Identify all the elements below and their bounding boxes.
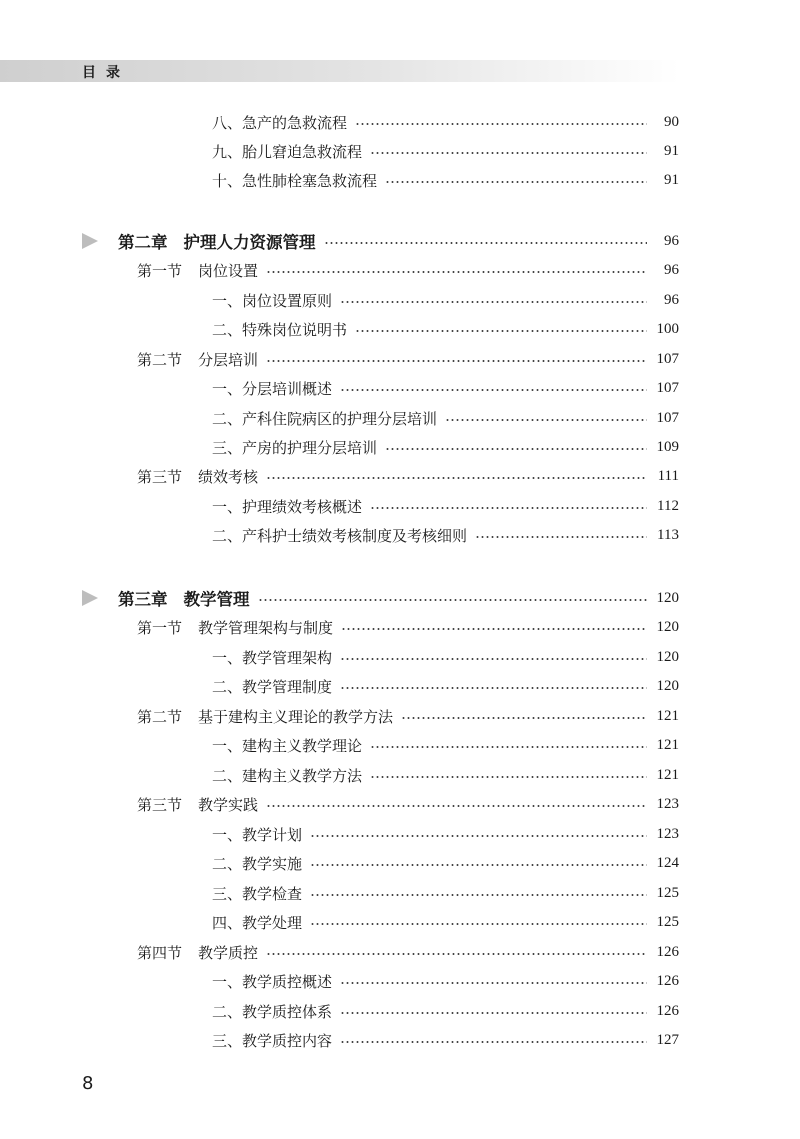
dot-leader bbox=[355, 330, 647, 332]
toc-section bbox=[137, 347, 679, 371]
toc-section bbox=[137, 464, 679, 488]
toc-title: 一、岗位设置原则 bbox=[212, 291, 333, 310]
toc-title: 二、教学质控体系 bbox=[212, 1002, 333, 1021]
dot-leader bbox=[266, 271, 647, 273]
toc-title: 分层培训 bbox=[198, 350, 259, 369]
toc-page-number: 100 bbox=[656, 320, 679, 337]
toc-title: 一、教学质控概述 bbox=[212, 972, 333, 991]
toc-item bbox=[212, 288, 679, 312]
toc-title: 一、分层培训概述 bbox=[212, 379, 333, 398]
dot-leader bbox=[340, 982, 647, 984]
toc-title: 二、教学管理制度 bbox=[212, 677, 333, 696]
toc-item bbox=[212, 139, 679, 163]
toc-page-number: 96 bbox=[664, 291, 679, 308]
toc-page-number: 112 bbox=[657, 497, 679, 514]
dot-leader bbox=[370, 776, 647, 778]
toc-page-number: 124 bbox=[656, 854, 679, 871]
dot-leader bbox=[370, 746, 647, 748]
toc-item bbox=[212, 435, 679, 459]
toc-page-number: 90 bbox=[664, 113, 679, 130]
toc-chapter bbox=[118, 586, 679, 610]
toc-title: 教学实践 bbox=[198, 795, 259, 814]
toc-number: 第四节 bbox=[137, 943, 183, 962]
toc-item bbox=[212, 494, 679, 518]
toc-title: 二、建构主义教学方法 bbox=[212, 766, 363, 785]
toc-chapter bbox=[118, 229, 679, 253]
toc-title: 二、特殊岗位说明书 bbox=[212, 320, 348, 339]
dot-leader bbox=[266, 360, 647, 362]
toc-page-number: 107 bbox=[656, 350, 679, 367]
toc-title: 一、建构主义教学理论 bbox=[212, 736, 363, 755]
toc-number: 第一节 bbox=[137, 618, 183, 637]
toc-number: 第二节 bbox=[137, 350, 183, 369]
page-number: 8 bbox=[82, 1073, 94, 1094]
toc-page-number: 107 bbox=[656, 379, 679, 396]
toc-item bbox=[212, 317, 679, 341]
dot-leader bbox=[370, 507, 647, 509]
dot-leader bbox=[266, 477, 647, 479]
toc-item bbox=[212, 851, 679, 875]
toc-section bbox=[137, 615, 679, 639]
dot-leader bbox=[385, 448, 647, 450]
toc-item bbox=[212, 733, 679, 757]
chapter-marker-icon bbox=[82, 590, 98, 606]
toc-title: 护理人力资源管理 bbox=[183, 233, 316, 252]
dot-leader bbox=[258, 599, 648, 601]
toc-page-number: 127 bbox=[656, 1031, 679, 1048]
page-header-title: 目录 bbox=[82, 65, 130, 81]
toc-item bbox=[212, 881, 679, 905]
toc-number: 第三章 bbox=[118, 590, 168, 609]
toc-title: 教学质控 bbox=[198, 943, 259, 962]
dot-leader bbox=[310, 835, 647, 837]
toc-title: 二、产科住院病区的护理分层培训 bbox=[212, 409, 438, 428]
dot-leader bbox=[266, 805, 647, 807]
toc-title: 九、胎儿窘迫急救流程 bbox=[212, 142, 363, 161]
toc-page-number: 123 bbox=[656, 825, 679, 842]
toc-title: 教学管理 bbox=[183, 590, 250, 609]
toc-title: 岗位设置 bbox=[198, 261, 259, 280]
toc-page-number: 125 bbox=[656, 913, 679, 930]
dot-leader bbox=[340, 389, 647, 391]
toc-item bbox=[212, 168, 679, 192]
dot-leader bbox=[340, 1012, 647, 1014]
toc-title: 三、产房的护理分层培训 bbox=[212, 438, 378, 457]
toc-title: 八、急产的急救流程 bbox=[212, 113, 348, 132]
toc-page-number: 91 bbox=[664, 171, 679, 188]
toc-item bbox=[212, 523, 679, 547]
toc-page-number: 123 bbox=[656, 795, 679, 812]
dot-leader bbox=[370, 152, 647, 154]
toc-page-number: 91 bbox=[664, 142, 679, 159]
toc-item bbox=[212, 1028, 679, 1052]
toc-item bbox=[212, 822, 679, 846]
toc-title: 二、产科护士绩效考核制度及考核细则 bbox=[212, 526, 468, 545]
toc-item bbox=[212, 110, 679, 134]
toc-number: 第三节 bbox=[137, 467, 183, 486]
toc-page-number: 125 bbox=[656, 884, 679, 901]
toc-page-number: 126 bbox=[656, 1002, 679, 1019]
toc-title: 一、教学计划 bbox=[212, 825, 303, 844]
dot-leader bbox=[340, 658, 647, 660]
dot-leader bbox=[266, 953, 647, 955]
toc-title: 三、教学检查 bbox=[212, 884, 303, 903]
toc-page-number: 96 bbox=[664, 261, 679, 278]
toc-section bbox=[137, 940, 679, 964]
toc-title: 十、急性肺栓塞急救流程 bbox=[212, 171, 378, 190]
toc-page-number: 121 bbox=[656, 766, 679, 783]
toc-number: 第二章 bbox=[118, 233, 168, 252]
dot-leader bbox=[310, 894, 647, 896]
dot-leader bbox=[401, 717, 647, 719]
dot-leader bbox=[324, 242, 648, 244]
dot-leader bbox=[341, 628, 647, 630]
toc-item bbox=[212, 376, 679, 400]
toc-title: 三、教学质控内容 bbox=[212, 1031, 333, 1050]
toc-page-number: 113 bbox=[657, 526, 679, 543]
toc-page-number: 126 bbox=[656, 972, 679, 989]
toc-page-number: 120 bbox=[656, 618, 679, 635]
toc-number: 第一节 bbox=[137, 261, 183, 280]
dot-leader bbox=[310, 864, 647, 866]
toc-page-number: 109 bbox=[656, 438, 679, 455]
toc-page-number: 120 bbox=[656, 677, 679, 694]
dot-leader bbox=[355, 123, 647, 125]
toc-page-number: 120 bbox=[656, 648, 679, 665]
toc-page-number: 121 bbox=[656, 736, 679, 753]
toc-item bbox=[212, 910, 679, 934]
toc-title: 二、教学实施 bbox=[212, 854, 303, 873]
dot-leader bbox=[310, 923, 647, 925]
dot-leader bbox=[340, 687, 647, 689]
dot-leader bbox=[385, 181, 647, 183]
toc-page-number: 126 bbox=[656, 943, 679, 960]
chapter-marker-icon bbox=[82, 233, 98, 249]
toc-page-number: 96 bbox=[664, 232, 679, 249]
toc-number: 第二节 bbox=[137, 707, 183, 726]
toc-item bbox=[212, 999, 679, 1023]
toc-number: 第三节 bbox=[137, 795, 183, 814]
toc-section bbox=[137, 792, 679, 816]
toc-item bbox=[212, 763, 679, 787]
dot-leader bbox=[340, 301, 647, 303]
toc-page-number: 120 bbox=[656, 589, 679, 606]
dot-leader bbox=[445, 419, 647, 421]
toc-title: 四、教学处理 bbox=[212, 913, 303, 932]
toc-title: 教学管理架构与制度 bbox=[198, 618, 334, 637]
toc-item bbox=[212, 406, 679, 430]
toc-section bbox=[137, 258, 679, 282]
toc-title: 基于建构主义理论的教学方法 bbox=[198, 707, 394, 726]
toc-item bbox=[212, 674, 679, 698]
dot-leader bbox=[475, 536, 647, 538]
dot-leader bbox=[340, 1041, 647, 1043]
toc-section bbox=[137, 704, 679, 728]
toc-page-number: 121 bbox=[656, 707, 679, 724]
toc-item bbox=[212, 645, 679, 669]
toc-title: 一、教学管理架构 bbox=[212, 648, 333, 667]
toc-title: 一、护理绩效考核概述 bbox=[212, 497, 363, 516]
toc-page-number: 107 bbox=[656, 409, 679, 426]
toc-title: 绩效考核 bbox=[198, 467, 259, 486]
toc-page-number: 111 bbox=[657, 467, 679, 484]
toc-item bbox=[212, 969, 679, 993]
